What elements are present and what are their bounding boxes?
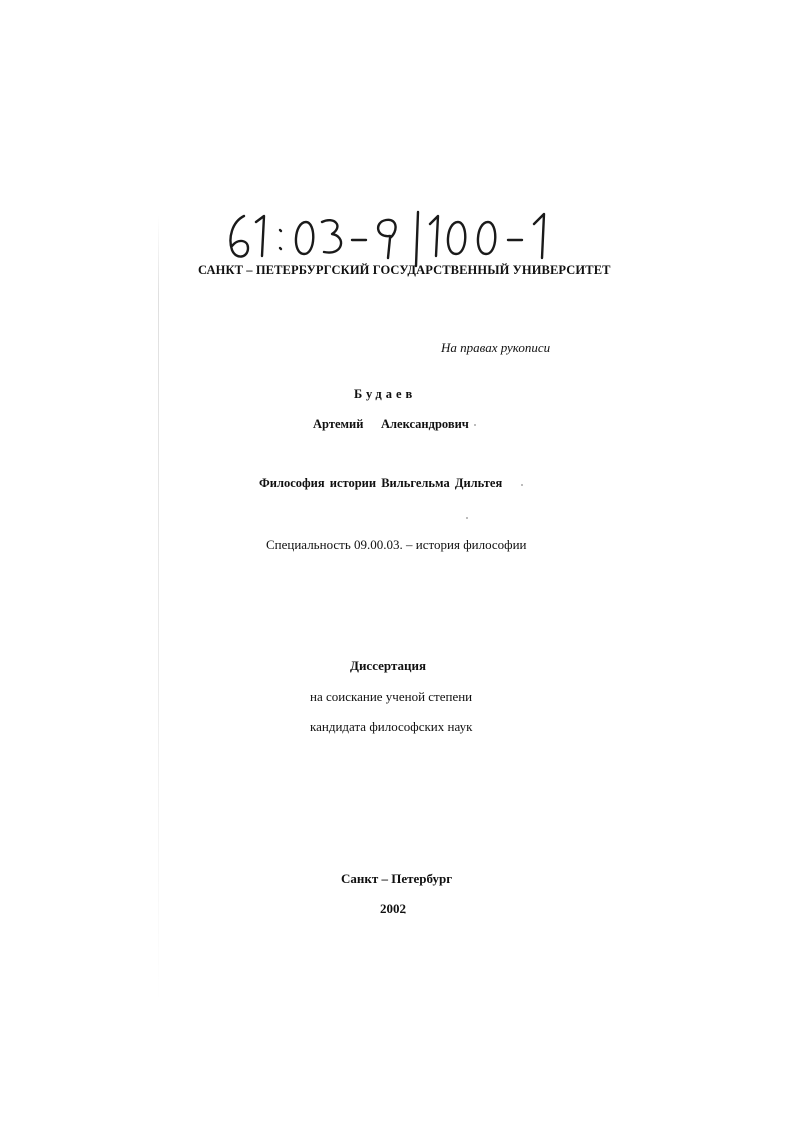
- publication-year: 2002: [380, 901, 406, 916]
- author-patronymic: Александрович: [381, 417, 469, 431]
- author-first-name: Артемий: [313, 417, 364, 431]
- manuscript-note: На правах рукописи: [441, 340, 551, 355]
- scan-speck: [521, 484, 523, 486]
- scan-speck: [474, 424, 476, 426]
- document-type: Диссертация: [350, 658, 427, 673]
- dissertation-title: Философия истории Вильгельма Дильтея: [259, 476, 503, 490]
- handwritten-code-image: [222, 208, 572, 268]
- city-name: Санкт – Петербург: [341, 871, 453, 886]
- scan-speck: [466, 517, 468, 519]
- degree-line-2: кандидата философских наук: [310, 719, 473, 734]
- degree-line-1: на соискание ученой степени: [310, 689, 473, 704]
- handwritten-archive-code: [222, 208, 572, 268]
- university-name: САНКТ – ПЕТЕРБУРГСКИЙ ГОСУДАРСТВЕННЫЙ УНИВЕРСИТЕТ: [198, 263, 611, 277]
- scan-fold-line: [158, 215, 159, 1005]
- specialty-line: Специальность 09.00.03. – история философии: [266, 537, 527, 552]
- scan-speck: [404, 912, 406, 914]
- author-surname: Будаев: [354, 387, 417, 401]
